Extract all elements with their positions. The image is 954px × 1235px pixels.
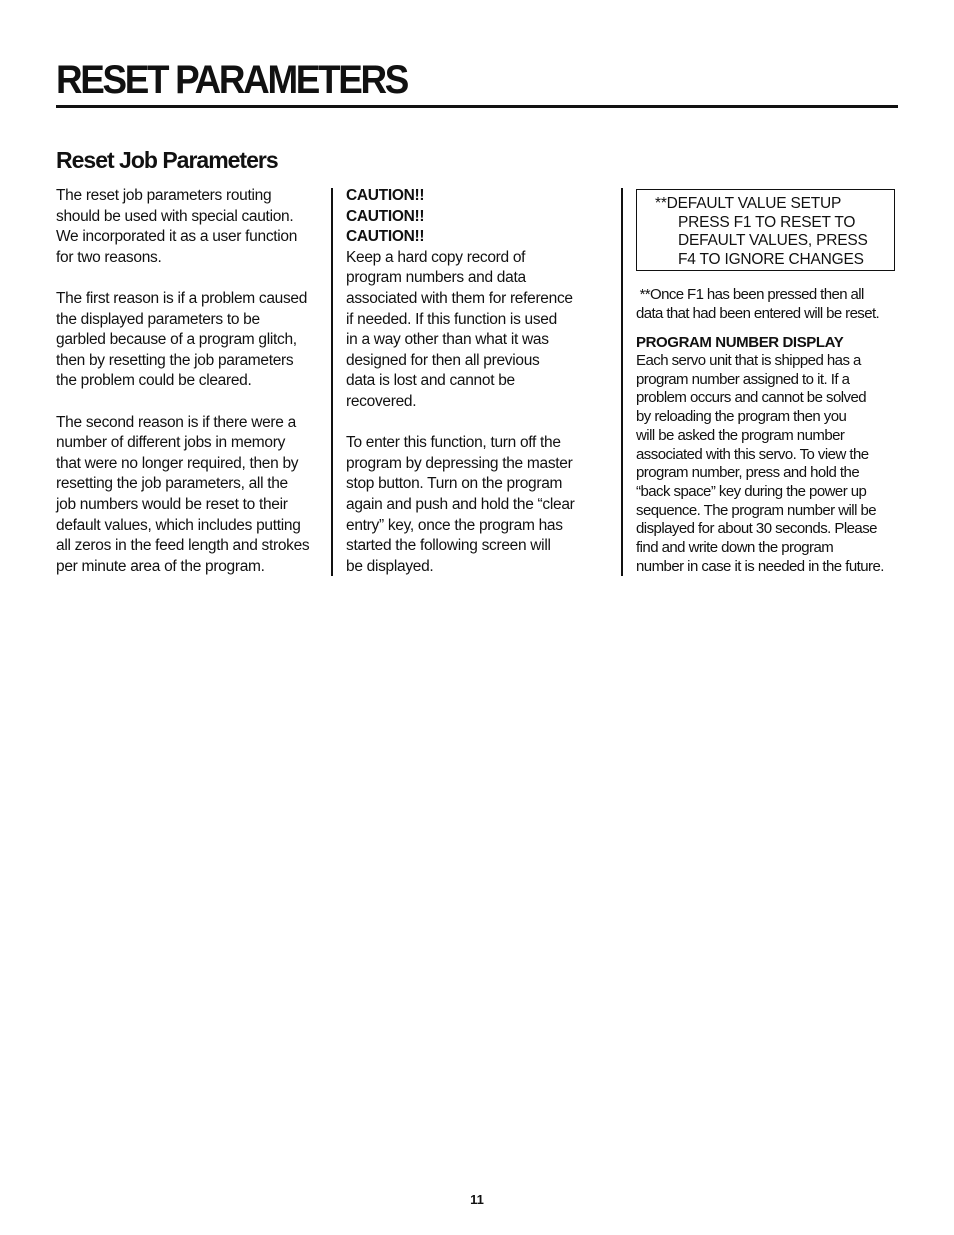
text-line: stop button. Turn on the program [346, 475, 563, 493]
text-line: entry” key, once the program has [346, 516, 563, 534]
text-line: the problem could be cleared. [56, 372, 252, 390]
caution-label: CAUTION!! [346, 228, 425, 246]
text-line: be displayed. [346, 557, 434, 575]
section-heading: Reset Job Parameters [56, 147, 278, 173]
text-line: started the following screen will [346, 537, 551, 555]
caution-block [346, 186, 608, 248]
text-line: number of different jobs in memory [56, 434, 286, 452]
reset-note [636, 285, 906, 323]
column-2 [346, 186, 608, 577]
caution-label: CAUTION!! [346, 207, 425, 225]
text-line: Keep a hard copy record of [346, 248, 526, 266]
text-line: again and push and hold the “clear [346, 495, 575, 513]
text-line: The first reason is if a problem caused [56, 289, 308, 307]
text-line: problem occurs and cannot be solved [636, 389, 867, 407]
page-number: 11 [470, 1192, 484, 1207]
text-line: data is lost and cannot be [346, 372, 515, 390]
text-line: program number, press and hold the [636, 464, 860, 482]
text-line: by reloading the program then you [636, 408, 847, 426]
column-divider-1 [331, 188, 333, 576]
program-number-body [636, 352, 906, 576]
paragraph-first-reason [56, 289, 324, 392]
text-line: “back space” key during the power up [636, 482, 867, 500]
text-line: **Once F1 has been pressed then all [636, 286, 864, 303]
column-1 [56, 186, 324, 577]
text-line: resetting the job parameters, all the [56, 475, 288, 493]
text-line: then by resetting the job parameters [56, 351, 294, 369]
text-line: default values, which includes putting [56, 516, 301, 534]
text-line: all zeros in the feed length and strokes [56, 537, 310, 555]
default-value-screen-box [636, 189, 895, 271]
text-line: associated with this servo. To view the [636, 445, 869, 463]
text-line: should be used with special caution. [56, 207, 294, 225]
text-line: recovered. [346, 392, 417, 410]
program-number-heading: PROGRAM NUMBER DISPLAY [636, 334, 844, 351]
page-title: RESET PARAMETERS [56, 58, 408, 102]
text-line: Each servo unit that is shipped has a [636, 352, 861, 369]
text-line: will be asked the program number [636, 426, 845, 444]
text-line: We incorporated it as a user function [56, 228, 298, 246]
title-divider [56, 105, 898, 108]
paragraph-caution-text [346, 248, 608, 413]
screen-line: DEFAULT VALUES, PRESS [678, 232, 868, 250]
text-line: To enter this function, turn off the [346, 434, 561, 452]
caution-label: CAUTION!! [346, 187, 425, 204]
text-line: The reset job parameters routing [56, 187, 272, 204]
text-line: if needed. If this function is used [346, 310, 557, 328]
text-line: The second reason is if there were a [56, 413, 296, 431]
paragraph-intro [56, 186, 324, 268]
text-line: sequence. The program number will be [636, 501, 877, 519]
text-line: program by depressing the master [346, 454, 573, 472]
text-line: number in case it is needed in the future. [636, 557, 884, 575]
column-divider-2 [621, 188, 623, 576]
screen-line: F4 TO IGNORE CHANGES [678, 250, 864, 268]
text-line: data that had been entered will be reset. [636, 305, 880, 322]
screen-line: PRESS F1 TO RESET TO [678, 213, 856, 231]
text-line: job numbers would be reset to their [56, 495, 288, 513]
text-line: per minute area of the program. [56, 557, 265, 575]
text-line: program number assigned to it. If a [636, 370, 850, 388]
text-line: program numbers and data [346, 269, 526, 287]
text-line: associated with them for reference [346, 289, 573, 307]
text-line: in a way other than what it was [346, 331, 549, 349]
text-line: for two reasons. [56, 248, 162, 266]
text-line: displayed for about 30 seconds. Please [636, 520, 877, 538]
text-line: garbled because of a program glitch, [56, 331, 297, 349]
text-line: that were no longer required, then by [56, 454, 299, 472]
text-line: find and write down the program [636, 539, 834, 557]
screen-line: **DEFAULT VALUE SETUP [655, 195, 842, 212]
text-line: the displayed parameters to be [56, 310, 260, 328]
paragraph-enter-function [346, 433, 608, 577]
text-line: designed for then all previous [346, 351, 540, 369]
paragraph-second-reason [56, 413, 324, 578]
